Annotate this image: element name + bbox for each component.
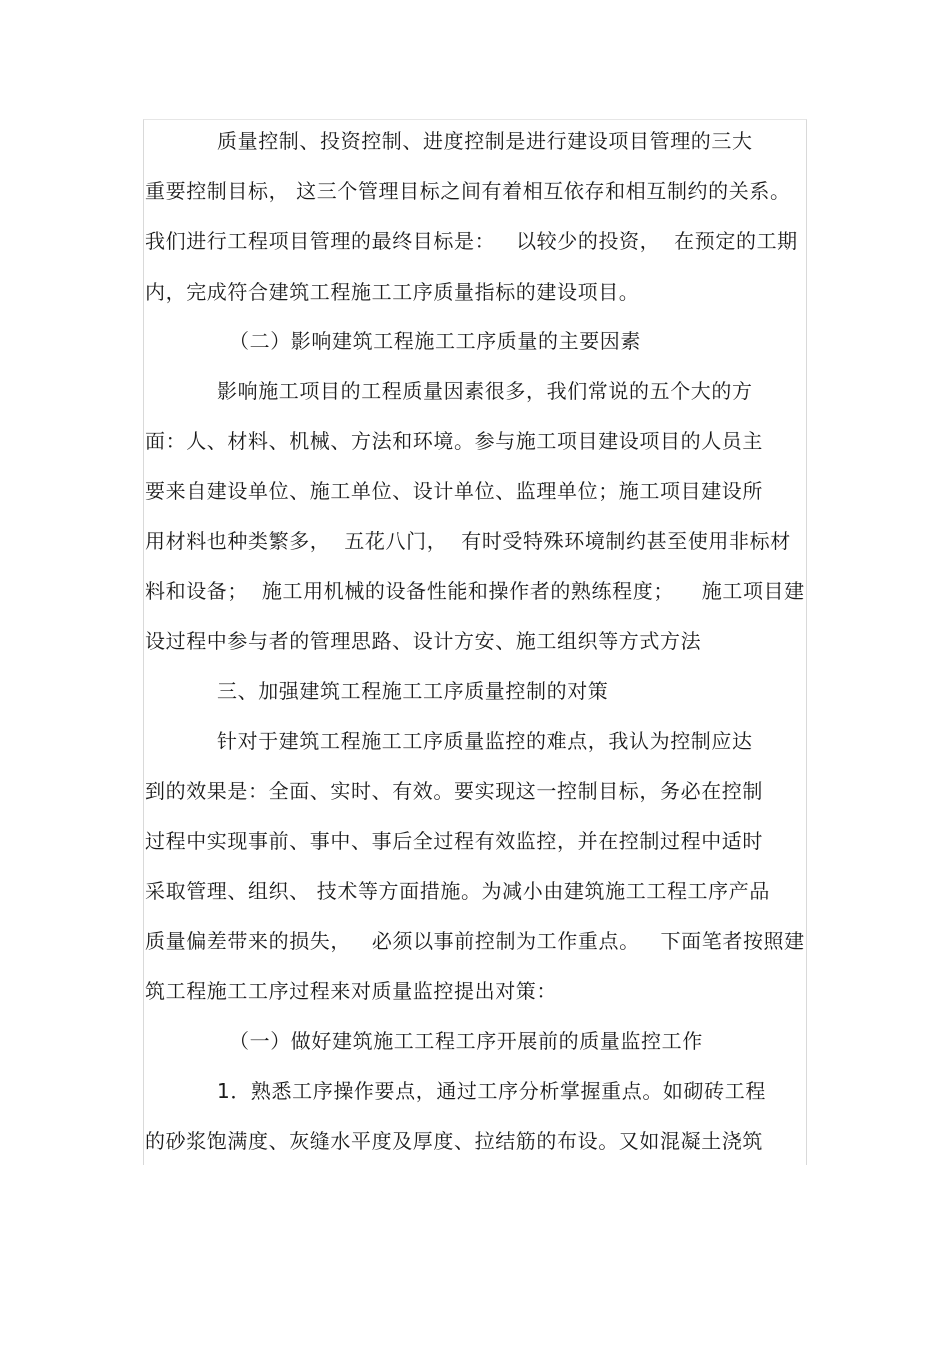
paragraph-line: 我们进行工程项目管理的最终目标是： 以较少的投资， 在预定的工期 <box>145 229 798 253</box>
paragraph-line: 设过程中参与者的管理思路、设计方安、施工组织等方式方法 <box>145 629 702 653</box>
paragraph-line: 重要控制目标， 这三个管理目标之间有着相互依存和相互制约的关系。 <box>145 179 791 203</box>
paragraph-line: 采取管理、组织、 技术等方面措施。为减小由建筑施工工程工序产品 <box>145 879 770 903</box>
paragraph-line: 用材料也种类繁多， 五花八门， 有时受特殊环境制约甚至使用非标材 <box>145 529 791 553</box>
paragraph-line: 过程中实现事前、事中、事后全过程有效监控，并在控制过程中适时 <box>145 829 763 853</box>
paragraph-line: 要来自建设单位、施工单位、设计单位、监理单位；施工项目建设所 <box>145 479 763 503</box>
section-heading: （二）影响建筑工程施工工序质量的主要因素 <box>229 329 641 353</box>
paragraph-line: 针对于建筑工程施工工序质量监控的难点，我认为控制应达 <box>217 729 753 753</box>
paragraph-line: 到的效果是：全面、实时、有效。要实现这一控制目标，务必在控制 <box>145 779 763 803</box>
paragraph-line: 质量偏差带来的损失， 必须以事前控制为工作重点。 下面笔者按照建 <box>145 929 805 953</box>
paragraph-line: 的砂浆饱满度、灰缝水平度及厚度、拉结筋的布设。又如混凝土浇筑 <box>145 1129 763 1153</box>
paragraph-line: 1．熟悉工序操作要点，通过工序分析掌握重点。如砌砖工程 <box>217 1079 766 1103</box>
paragraph-line: 料和设备； 施工用机械的设备性能和操作者的熟练程度； 施工项目建 <box>145 579 805 603</box>
paragraph-line: 筑工程施工工序过程来对质量监控提出对策： <box>145 979 557 1003</box>
paragraph-line: 质量控制、投资控制、进度控制是进行建设项目管理的三大 <box>217 129 753 153</box>
paragraph-line: 面：人、材料、机械、方法和环境。参与施工项目建设项目的人员主 <box>145 429 763 453</box>
paragraph-line: 内，完成符合建筑工程施工工序质量指标的建设项目。 <box>145 280 640 304</box>
section-heading: 三、加强建筑工程施工工序质量控制的对策 <box>217 679 609 703</box>
paragraph-line: 影响施工项目的工程质量因素很多，我们常说的五个大的方 <box>217 379 753 403</box>
section-heading: （一）做好建筑施工工程工序开展前的质量监控工作 <box>229 1029 703 1053</box>
